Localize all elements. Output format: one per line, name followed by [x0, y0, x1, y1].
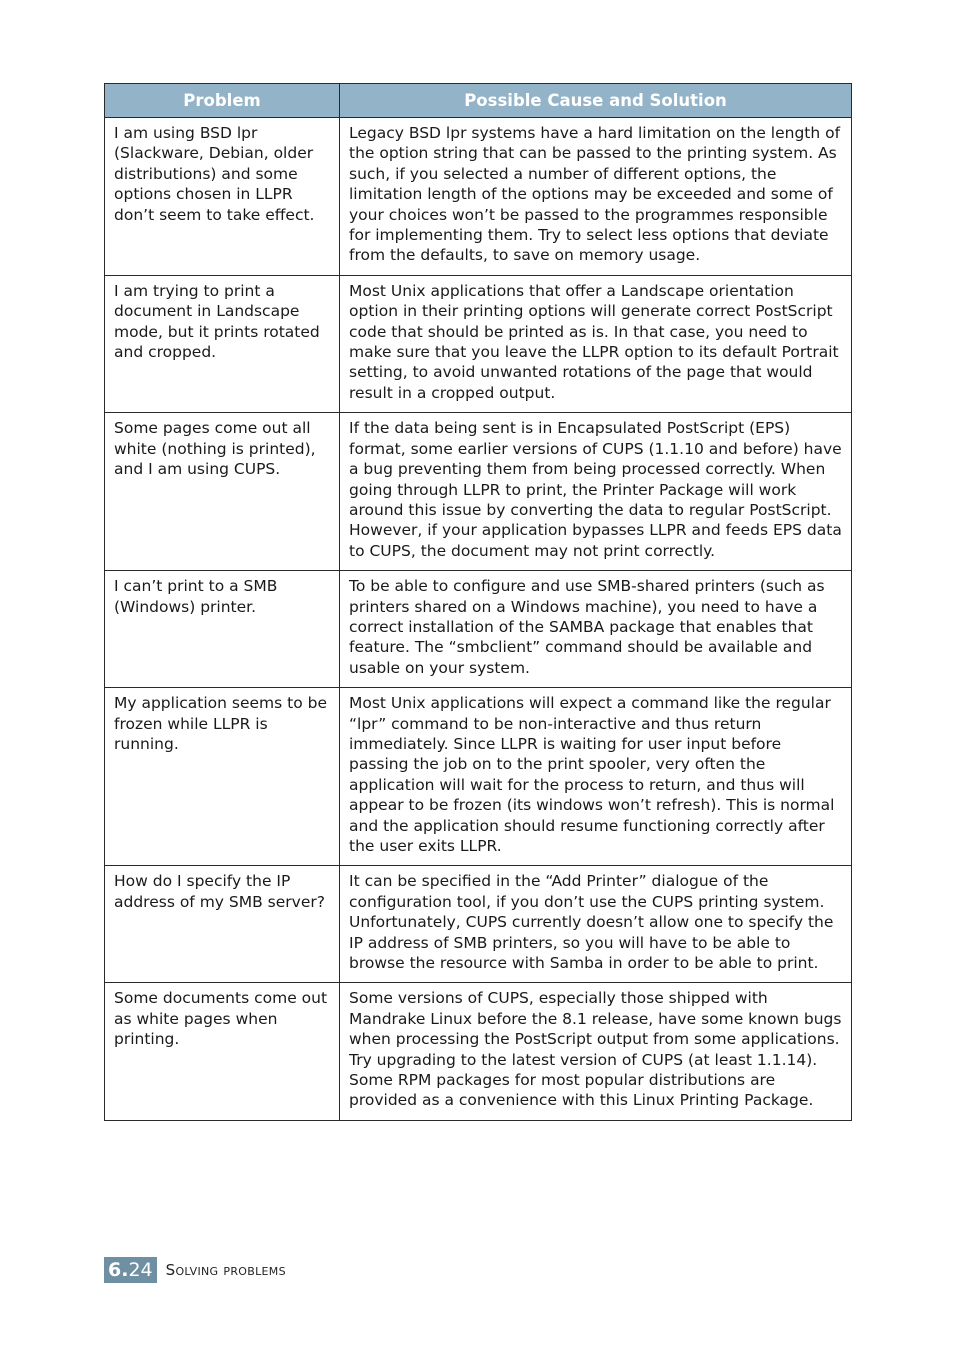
table-row: [105, 866, 852, 983]
problem-cell: [105, 983, 340, 1120]
chapter-number: 6.: [108, 1259, 129, 1281]
problem-text: Some pages come out all white (nothing is printed), and I am using CUPS.: [114, 419, 316, 479]
solution-cell: [340, 866, 852, 983]
problem-cell: [105, 118, 340, 276]
section-title: Solving problems: [165, 1261, 286, 1279]
problem-cell: [105, 688, 340, 866]
troubleshooting-table: [104, 83, 852, 1121]
solution-text: Legacy BSD lpr systems have a hard limitation on the length of the option string that can be passed to the printing system. As such, if you selected a number of different options, the limitation length of the options may be exceeded and some of your choices won’t be passed to the programmes responsible for implementing them. Try to select less options that deviate from the defaults, to save on memory usage.: [349, 124, 841, 265]
problem-text: Some documents come out as white pages when printing.: [114, 989, 328, 1049]
solution-cell: [340, 983, 852, 1120]
table-row: [105, 688, 852, 866]
problem-text: How do I specify the IP address of my SMB server?: [114, 872, 325, 911]
page-number-badge: [104, 1257, 157, 1283]
solution-cell: [340, 413, 852, 571]
table-row: [105, 983, 852, 1120]
solution-text: It can be specified in the “Add Printer” dialogue of the configuration tool, if you don’t use the CUPS printing system. Unfortunately, CUPS currently doesn’t allow one to specify the IP address of SMB printers, so you will have to be able to browse the resource with Samba in order to be able to print.: [349, 872, 834, 973]
solution-text: If the data being sent is in Encapsulated PostScript (EPS) format, some earlier versions of CUPS (1.1.10 and before) have a bug preventing them from being processed correctly. When going through LLPR to print, the Printer Package will work around this issue by converting the data to regular PostScript. However, if your application bypasses LLPR and feeds EPS data to CUPS, the document may not print correctly.: [349, 419, 842, 560]
problem-cell: [105, 866, 340, 983]
solution-cell: [340, 688, 852, 866]
solution-cell: [340, 275, 852, 412]
problem-cell: [105, 275, 340, 412]
solution-text: To be able to configure and use SMB-shared printers (such as printers shared on a Windows machine), you need to have a correct installation of the SAMBA package that enables that feature. The “smbclient” command should be available and usable on your system.: [349, 577, 825, 677]
solution-text: Most Unix applications will expect a command like the regular “lpr” command to be non-interactive and thus return immediately. Since LLPR is waiting for user input before passing the job on to the print spooler, very often the application will wait for the process to return, and thus will appear to be frozen (its windows won’t refresh). This is normal and the application should resume functioning correctly after the user exits LLPR.: [349, 694, 835, 855]
column-header-solution: Possible Cause and Solution: [340, 84, 852, 118]
problem-cell: [105, 413, 340, 571]
problem-text: I can’t print to a SMB (Windows) printer.: [114, 577, 278, 616]
column-header-problem: Problem: [105, 84, 340, 118]
page-number: 24: [128, 1259, 153, 1281]
table-row: [105, 275, 852, 412]
table-header-row: [105, 84, 852, 118]
solution-cell: [340, 571, 852, 688]
page-footer: [104, 1257, 286, 1283]
table-row: [105, 118, 852, 276]
problem-text: I am using BSD lpr (Slackware, Debian, older distributions) and some options chosen in LLPR don’t seem to take effect.: [114, 124, 315, 224]
problem-text: I am trying to print a document in Landscape mode, but it prints rotated and cropped.: [114, 281, 320, 362]
solution-text: Most Unix applications that offer a Landscape orientation option in their printing options will generate correct PostScript code that should be printed as is. In that case, you need to make sure that you leave the LLPR option to its default Portrait setting, to avoid unwanted rotations of the page that would result in a cropped output.: [349, 281, 839, 402]
table-row: [105, 413, 852, 571]
problem-cell: [105, 571, 340, 688]
table-row: [105, 571, 852, 688]
solution-cell: [340, 118, 852, 276]
solution-text: Some versions of CUPS, especially those shipped with Mandrake Linux before the 8.1 release, have some known bugs when processing the PostScript output from some applications. Try upgrading to the latest version of CUPS (at least 1.1.14). Some RPM packages for most popular distributions are provided as a convenience with this Linux Printing Package.: [349, 989, 842, 1110]
problem-text: My application seems to be frozen while LLPR is running.: [114, 694, 328, 753]
